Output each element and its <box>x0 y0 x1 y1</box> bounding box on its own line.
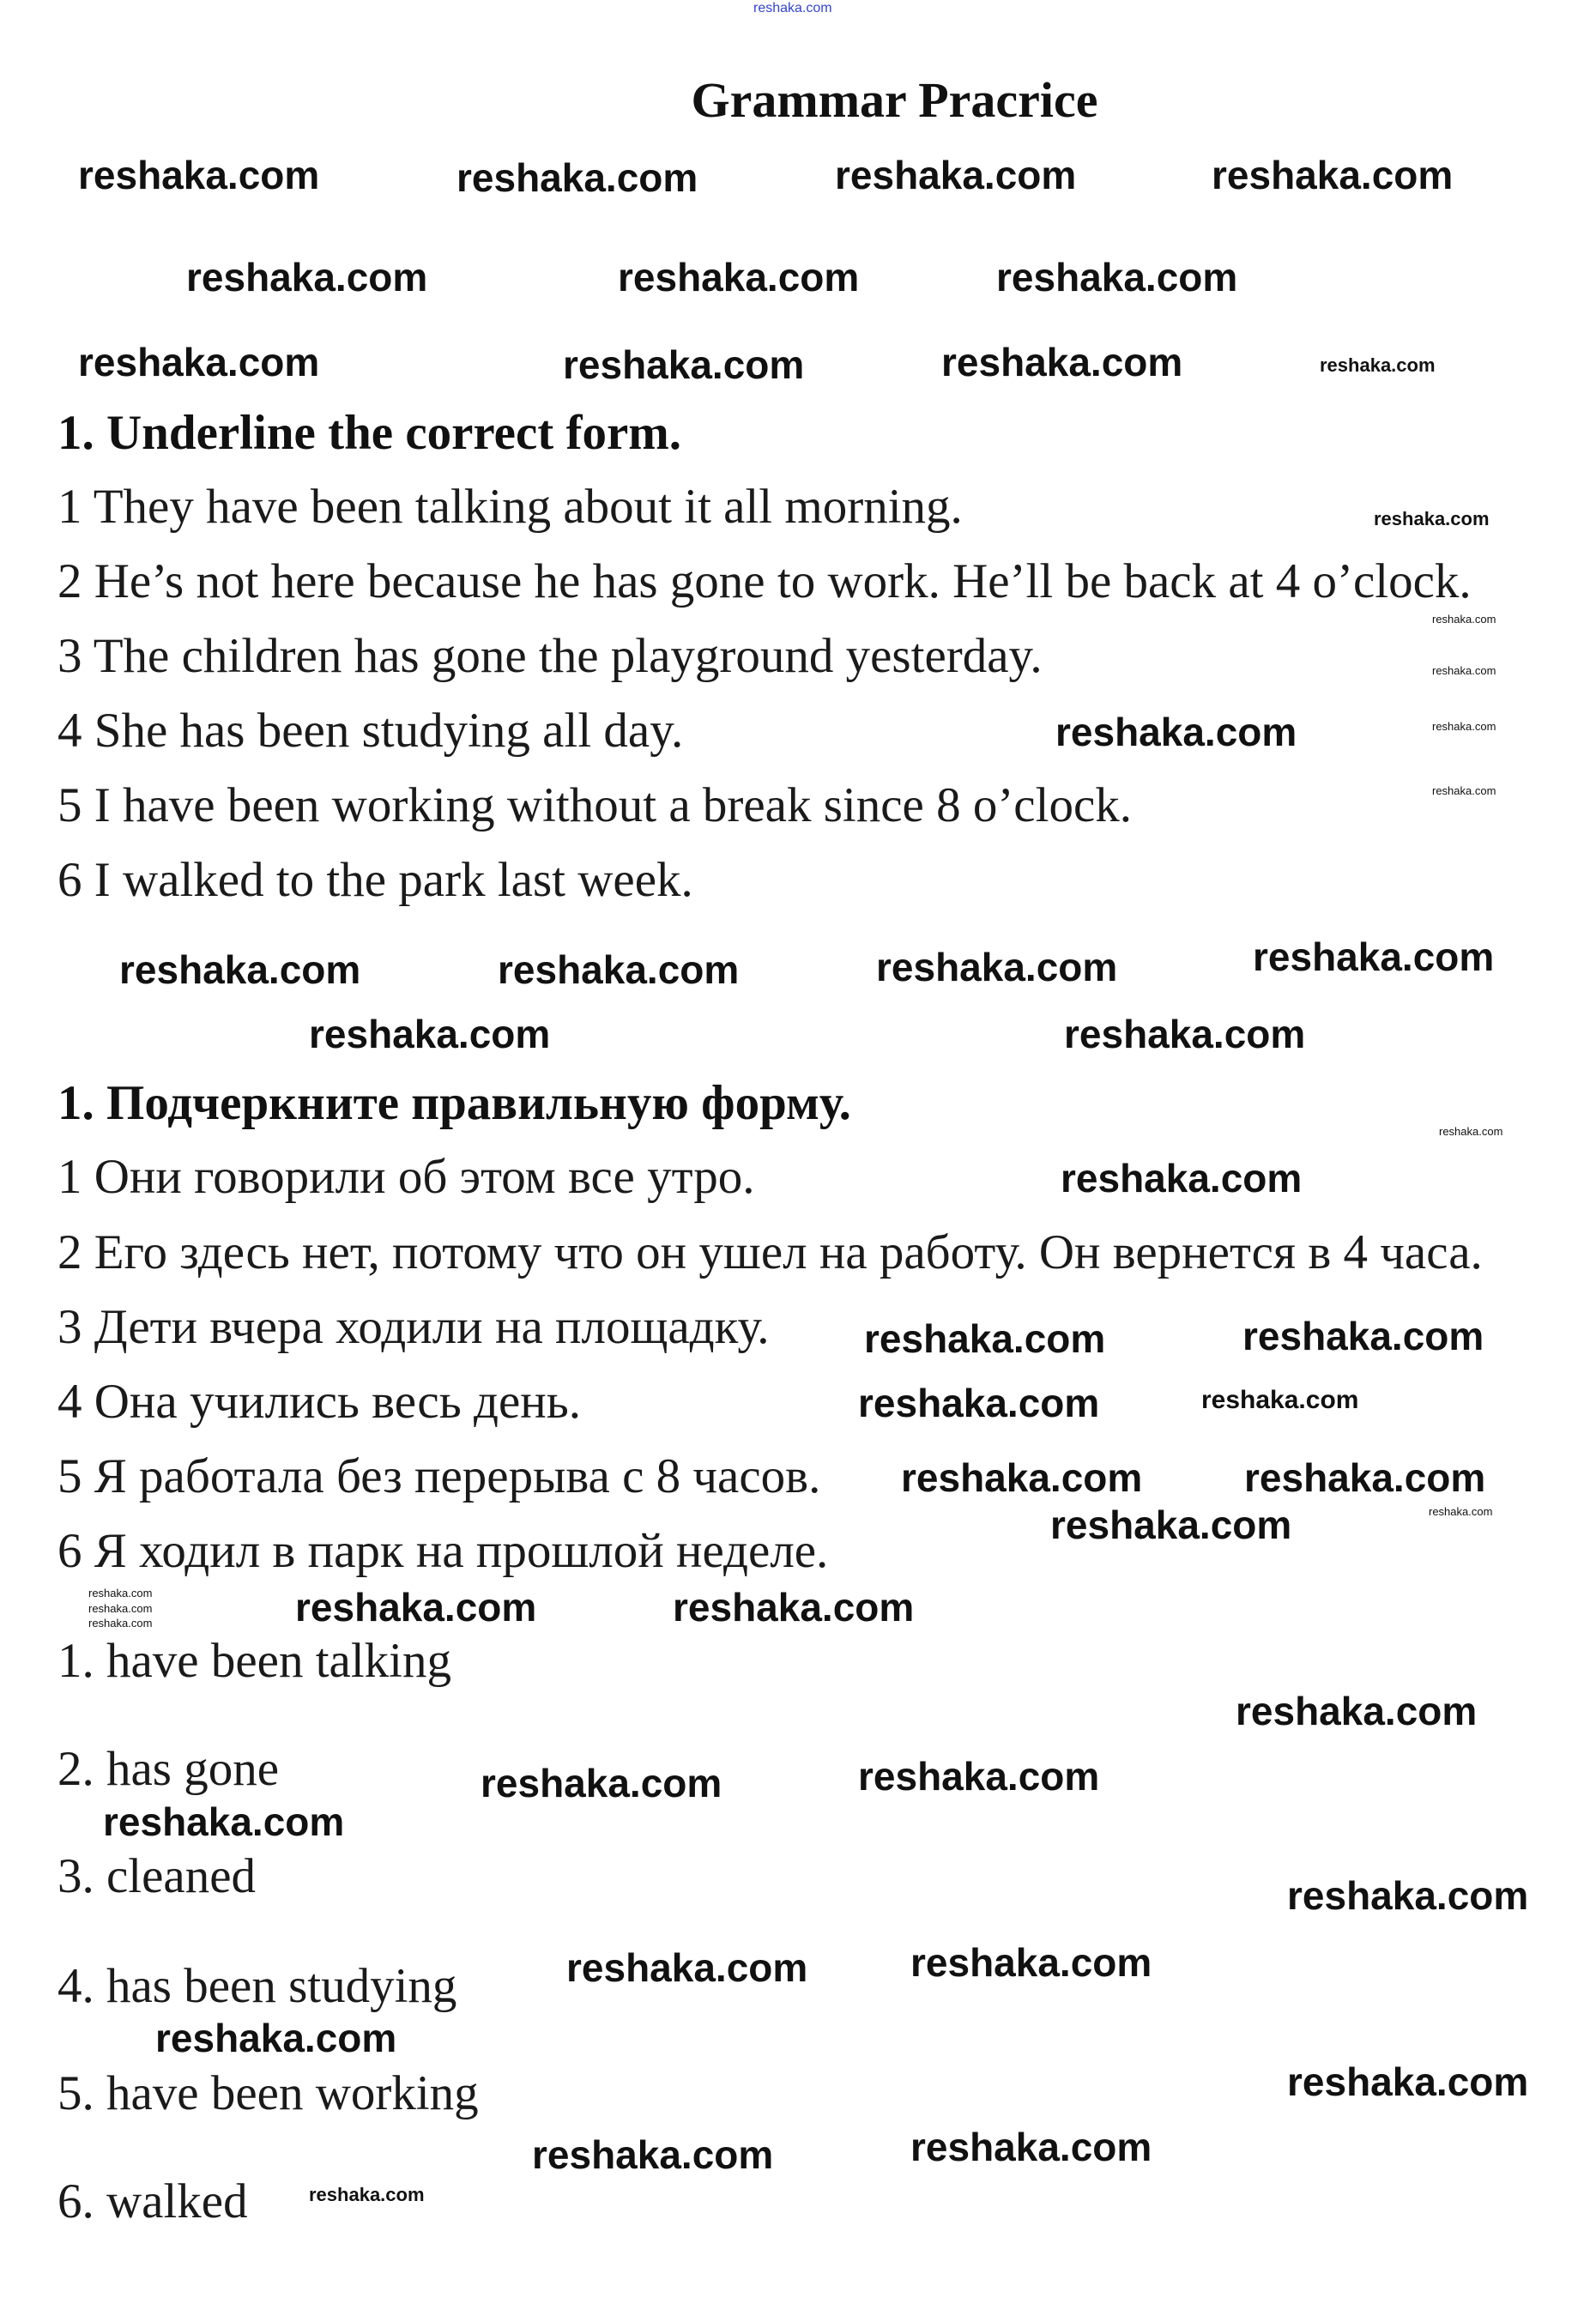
sentence-ru-2: 2 Его здесь нет, потому что он ушел на работу. Он вернется в 4 часа. <box>57 1225 1483 1279</box>
watermark: reshaka.com <box>1061 1156 1303 1200</box>
watermark: reshaka.com <box>901 1455 1143 1500</box>
sentence-en-6: 6 I walked to the park last week. <box>57 853 693 907</box>
watermark: reshaka.com <box>88 1617 153 1630</box>
watermark: reshaka.com <box>481 1761 722 1805</box>
watermark: reshaka.com <box>1242 1314 1484 1358</box>
sentence-en-2: 2 He’s not here because he has gone to work. He’ll be back at 4 o’clock. <box>57 554 1472 608</box>
watermark: reshaka.com <box>1429 1505 1493 1518</box>
watermark: reshaka.com <box>155 2016 397 2060</box>
watermark: reshaka.com <box>78 340 320 384</box>
sentence-ru-3: 3 Дети вчера ходили на площадку. <box>57 1300 770 1354</box>
watermark: reshaka.com <box>858 1381 1100 1425</box>
watermark: reshaka.com <box>88 1602 153 1615</box>
watermark: reshaka.com <box>1055 710 1297 754</box>
watermark: reshaka.com <box>1432 784 1496 797</box>
watermark: reshaka.com <box>309 2184 425 2205</box>
watermark: reshaka.com <box>1432 720 1496 733</box>
watermark: reshaka.com <box>753 1 832 15</box>
watermark: reshaka.com <box>186 255 428 299</box>
sentence-ru-1: 1 Они говорили об этом все утро. <box>57 1150 755 1204</box>
watermark: reshaka.com <box>456 155 698 200</box>
sentence-en-4: 4 She has been studying all day. <box>57 704 684 758</box>
watermark: reshaka.com <box>563 342 805 387</box>
sentence-en-3: 3 The children has gone the playground yesterday. <box>57 629 1043 683</box>
page-title: Grammar Pracrice <box>691 72 1098 128</box>
watermark: reshaka.com <box>910 1940 1152 1985</box>
watermark: reshaka.com <box>1432 613 1496 626</box>
watermark: reshaka.com <box>119 947 361 992</box>
watermark: reshaka.com <box>295 1585 537 1630</box>
watermark: reshaka.com <box>1212 153 1454 197</box>
watermark: reshaka.com <box>1244 1455 1486 1500</box>
answer-2: 2. has gone <box>57 1742 280 1796</box>
watermark: reshaka.com <box>566 1945 808 1990</box>
exercise-heading-ru: 1. Подчеркните правильную форму. <box>57 1076 851 1130</box>
watermark: reshaka.com <box>532 2132 774 2177</box>
watermark: reshaka.com <box>1236 1689 1478 1733</box>
watermark: reshaka.com <box>876 945 1118 989</box>
watermark: reshaka.com <box>941 340 1183 384</box>
sentence-en-5: 5 I have been working without a break since 8 o’clock. <box>57 778 1132 832</box>
watermark: reshaka.com <box>618 255 860 299</box>
watermark: reshaka.com <box>1287 1873 1529 1918</box>
watermark: reshaka.com <box>1064 1012 1306 1056</box>
answer-3: 3. cleaned <box>57 1849 257 1903</box>
watermark: reshaka.com <box>78 153 320 197</box>
sentence-ru-6: 6 Я ходил в парк на прошлой неделе. <box>57 1524 829 1578</box>
watermark: reshaka.com <box>309 1012 551 1056</box>
watermark: reshaka.com <box>88 1587 153 1599</box>
sentence-ru-5: 5 Я работала без перерыва с 8 часов. <box>57 1449 821 1503</box>
watermark: reshaka.com <box>673 1585 915 1630</box>
watermark: reshaka.com <box>498 947 740 992</box>
sentence-ru-4: 4 Она учились весь день. <box>57 1375 582 1429</box>
watermark: reshaka.com <box>103 1799 345 1844</box>
exercise-heading-en: 1. Underline the correct form. <box>57 406 682 460</box>
watermark: reshaka.com <box>1201 1386 1359 1414</box>
watermark: reshaka.com <box>1253 934 1495 979</box>
watermark: reshaka.com <box>1374 508 1490 529</box>
watermark: reshaka.com <box>910 2125 1152 2169</box>
watermark: reshaka.com <box>996 255 1238 299</box>
watermark: reshaka.com <box>1287 2059 1529 2104</box>
watermark: reshaka.com <box>1439 1125 1503 1138</box>
watermark: reshaka.com <box>835 153 1077 197</box>
answer-1: 1. have been talking <box>57 1634 452 1688</box>
watermark: reshaka.com <box>1432 664 1496 677</box>
watermark: reshaka.com <box>1320 354 1436 376</box>
answer-4: 4. has been studying <box>57 1959 457 2013</box>
watermark: reshaka.com <box>864 1316 1106 1361</box>
watermark: reshaka.com <box>1050 1503 1292 1547</box>
sentence-en-1: 1 They have been talking about it all morning. <box>57 480 963 534</box>
answer-5: 5. have been working <box>57 2066 479 2120</box>
watermark: reshaka.com <box>858 1754 1100 1799</box>
answer-6: 6. walked <box>57 2174 248 2228</box>
